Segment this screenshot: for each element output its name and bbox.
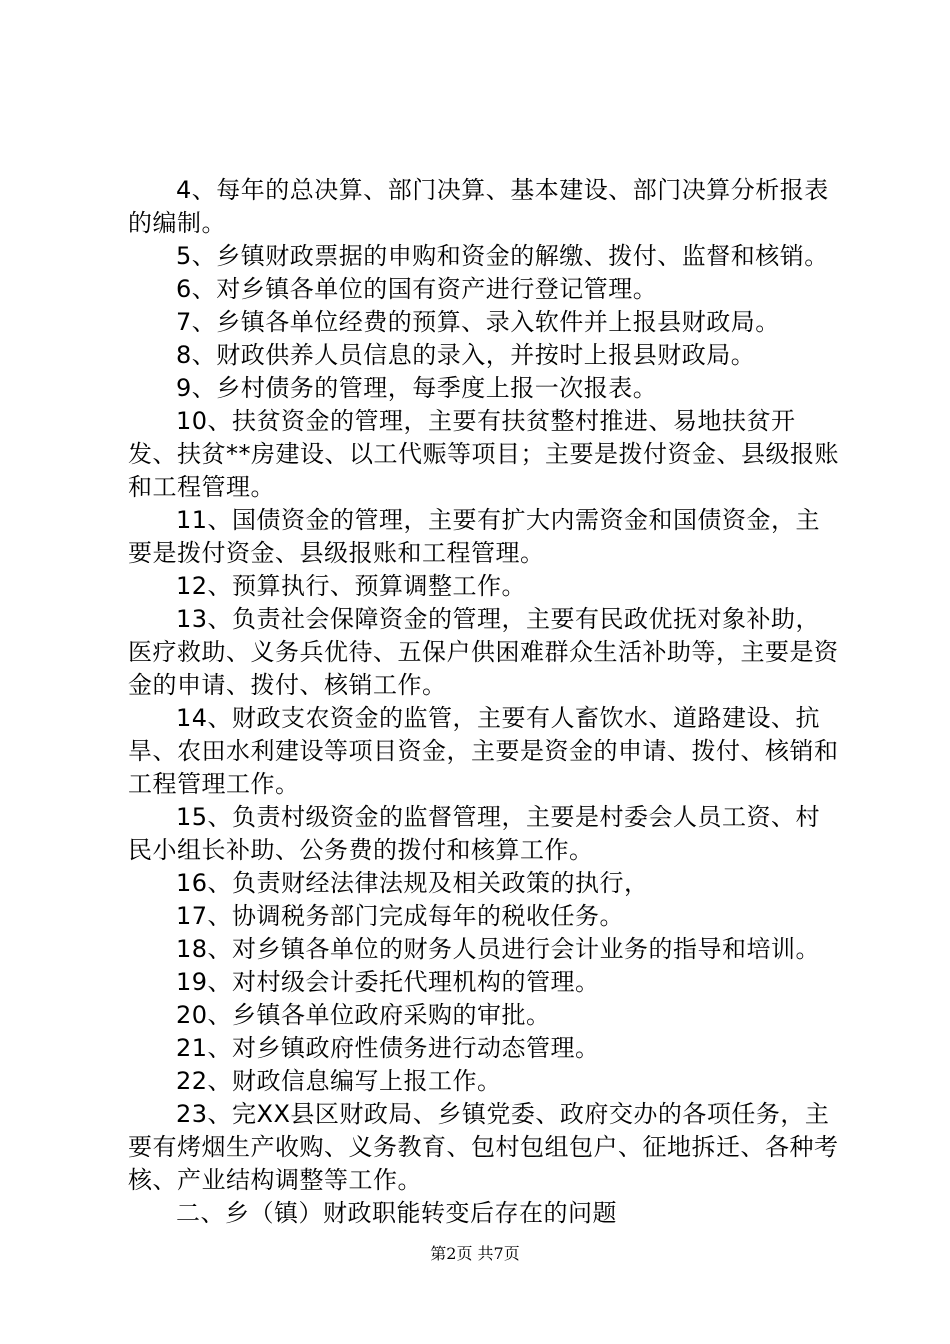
list-item: 10、扶贫资金的管理，主要有扶贫整村推进、易地扶贫开发、扶贫**房建设、以工代赈等项目；主要是拨付资金、县级报账和工程管理。 (128, 407, 839, 501)
list-item: 16、负责财经法律法规及相关政策的执行， (176, 869, 649, 897)
list-item: 23、完XX县区财政局、乡镇党委、政府交办的各项任务，主要有烤烟生产收购、义务教育、包村包组包户、征地拆迁、各种考核、产业结构调整等工作。 (128, 1100, 839, 1194)
section-heading: 二、乡（镇）财政职能转变后存在的问题 (176, 1199, 617, 1227)
list-item: 5、乡镇财政票据的申购和资金的解缴、拨付、监督和核销。 (176, 242, 829, 270)
list-item: 13、负责社会保障资金的管理，主要有民政优抚对象补助，医疗救助、义务兵优待、五保户供困难群众生活补助等，主要是资金的申请、拨付、核销工作。 (128, 605, 839, 699)
list-item: 17、协调税务部门完成每年的税收任务。 (176, 902, 625, 930)
list-item: 14、财政支农资金的监管，主要有人畜饮水、道路建设、抗旱、农田水利建设等项目资金，主要是资金的申请、拨付、核销和工程管理工作。 (128, 704, 839, 798)
list-item: 9、乡村债务的管理，每季度上报一次报表。 (176, 374, 658, 402)
list-item: 22、财政信息编写上报工作。 (176, 1067, 502, 1095)
list-item: 11、国债资金的管理，主要有扩大内需资金和国债资金，主要是拨付资金、县级报账和工程管理。 (128, 506, 821, 567)
list-item: 18、对乡镇各单位的财务人员进行会计业务的指导和培训。 (176, 935, 821, 963)
document-body (128, 174, 844, 1230)
list-item: 21、对乡镇政府性债务进行动态管理。 (176, 1034, 600, 1062)
list-item: 4、每年的总决算、部门决算、基本建设、部门决算分析报表的编制。 (128, 176, 829, 237)
list-item: 20、乡镇各单位政府采购的审批。 (176, 1001, 551, 1029)
list-item: 6、对乡镇各单位的国有资产进行登记管理。 (176, 275, 658, 303)
list-item: 12、预算执行、预算调整工作。 (176, 572, 527, 600)
list-item: 8、财政供养人员信息的录入，并按时上报县财政局。 (176, 341, 756, 369)
list-item: 19、对村级会计委托代理机构的管理。 (176, 968, 600, 996)
list-item: 7、乡镇各单位经费的预算、录入软件并上报县财政局。 (176, 308, 780, 336)
list-item: 15、负责村级资金的监督管理，主要是村委会人员工资、村民小组长补助、公务费的拨付和核算工作。 (128, 803, 821, 864)
page-number-footer: 第2页 共7页 (430, 1244, 520, 1263)
